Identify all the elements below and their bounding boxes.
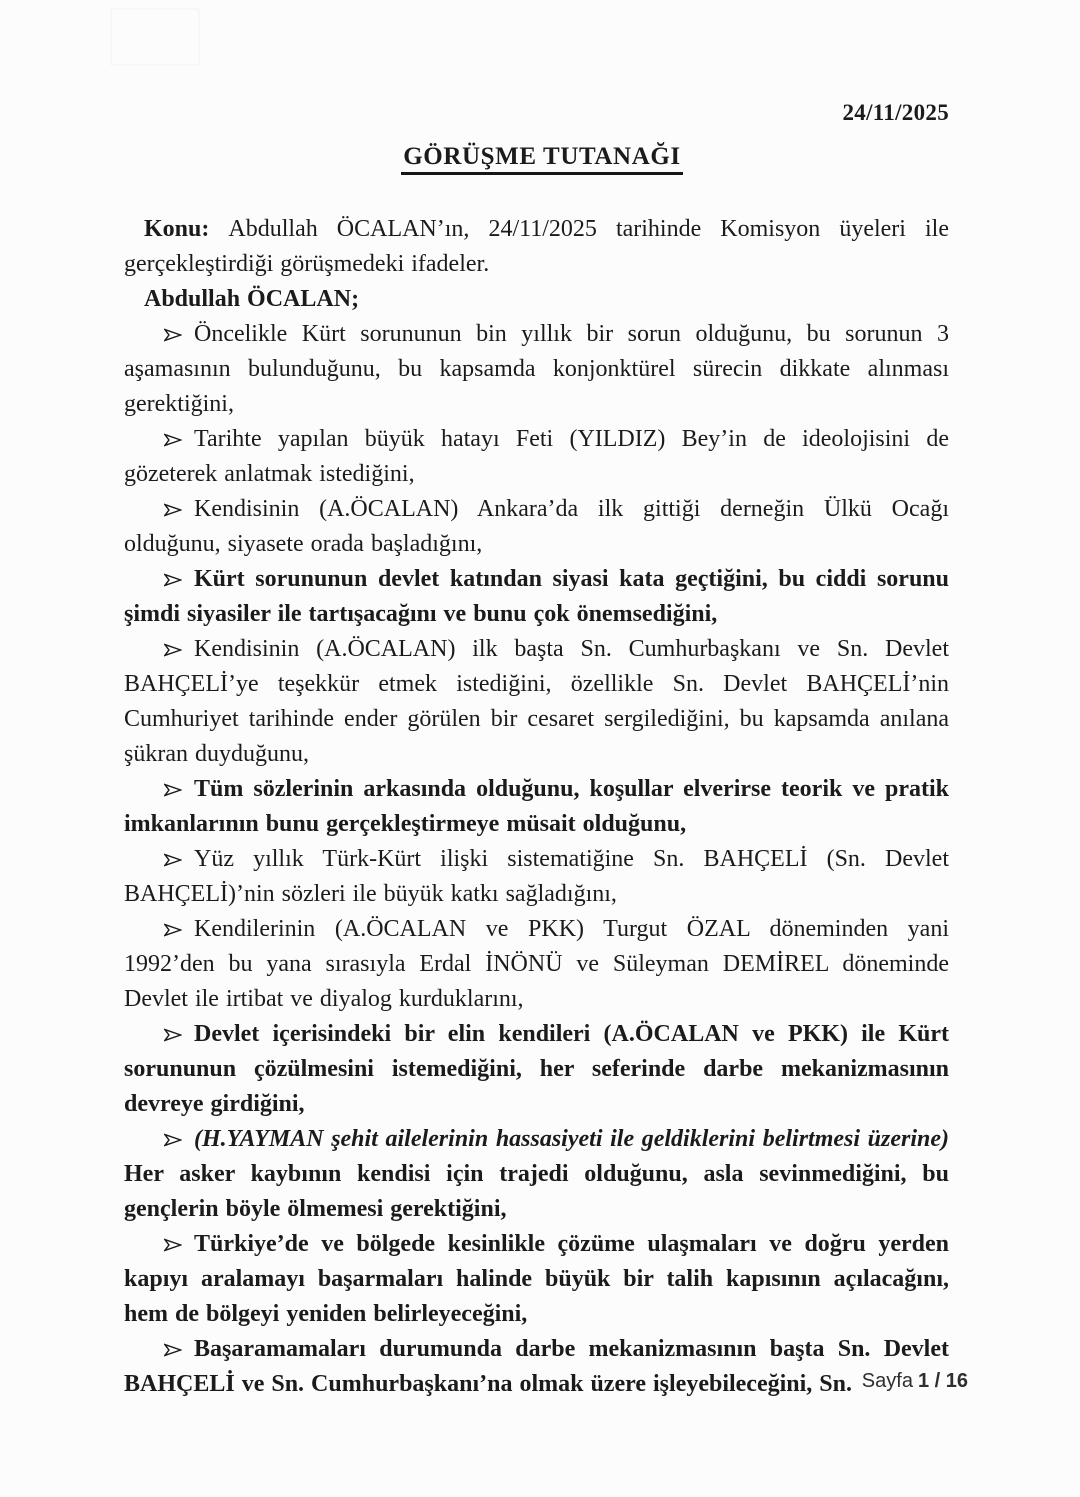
text-run: Abdullah ÖCALAN; — [144, 286, 360, 312]
text-run: Türkiye’de ve bölgede kesinlikle çözüme ulaşmaları ve doğru yerden kapıyı aralamayı başarmaları halinde büyük bir talih kapısının açılacağını, hem de bölgeyi yeniden belirleyeceğini, — [124, 1231, 949, 1327]
bullet-paragraph — [124, 562, 949, 632]
bullet-arrow-icon — [144, 912, 182, 947]
paragraph — [124, 212, 949, 282]
bullet-paragraph — [124, 1122, 949, 1227]
bullet-arrow-icon — [144, 422, 182, 457]
text-run: Abdullah ÖCALAN’ın, 24/11/2025 tarihinde Komisyon üyeleri ile gerçekleştirdiği görüşmedeki ifadeler. — [124, 216, 949, 277]
footer-page-number: 1 / 16 — [917, 1370, 968, 1392]
bullet-paragraph — [124, 1227, 949, 1332]
text-run: Devlet içerisindeki bir elin kendileri (A.ÖCALAN ve PKK) ile Kürt sorununun çözülmesini istemediğini, her seferinde darbe mekanizmasının devreye girdiğini, — [124, 1021, 949, 1117]
bullet-arrow-icon — [144, 842, 182, 877]
bullet-paragraph — [124, 422, 949, 492]
text-run: (H.YAYMAN şehit ailelerinin hassasiyeti ile geldiklerini belirtmesi üzerine) — [194, 1126, 949, 1152]
text-run: Kendisinin (A.ÖCALAN) Ankara’da ilk gittiği derneğin Ülkü Ocağı olduğunu, siyasete orada başladığını, — [124, 496, 949, 557]
text-run: Tarihte yapılan büyük hatayı Feti (YILDIZ) Bey’in de ideolojisini de gözeterek anlatmak istediğini, — [124, 426, 949, 487]
bullet-paragraph — [124, 1332, 949, 1402]
bullet-arrow-icon — [144, 772, 182, 807]
text-run: Tüm sözlerinin arkasında olduğunu, koşullar elverirse teorik ve pratik imkanlarının bunu gerçekleştirmeye müsait olduğunu, — [124, 776, 949, 837]
bullet-arrow-icon — [144, 1332, 182, 1367]
text-run: Yüz yıllık Türk-Kürt ilişki sistematiğine Sn. BAHÇELİ (Sn. Devlet BAHÇELİ)’nin sözleri ile büyük katkı sağladığını, — [124, 846, 949, 907]
bullet-paragraph — [124, 632, 949, 772]
bullet-arrow-icon — [144, 1017, 182, 1052]
bullet-arrow-icon — [144, 1122, 182, 1157]
bullet-arrow-icon — [144, 562, 182, 597]
scan-artifact — [110, 8, 200, 66]
text-run: Öncelikle Kürt sorununun bin yıllık bir sorun olduğunu, bu sorunun 3 aşamasının bulunduğunu, bu kapsamda konjonktürel sürecin dikkate alınması gerektiğini, — [124, 321, 949, 417]
bullet-paragraph — [124, 317, 949, 422]
text-run: Başaramamaları durumunda darbe mekanizmasının başta Sn. Devlet BAHÇELİ ve Sn. Cumhurbaşkanı’na olmak üzere işleyebileceğini, Sn. — [124, 1336, 949, 1397]
text-run: Kendilerinin (A.ÖCALAN ve PKK) Turgut ÖZAL döneminden yani 1992’den bu yana sırasıyla Erdal İNÖNÜ ve Süleyman DEMİREL döneminde Devlet ile irtibat ve diyalog kurduklarını, — [124, 916, 949, 1012]
bullet-arrow-icon — [144, 492, 182, 527]
paragraph — [124, 282, 949, 317]
document-title-row — [124, 143, 960, 171]
text-run: Kendisinin (A.ÖCALAN) ilk başta Sn. Cumhurbaşkanı ve Sn. Devlet BAHÇELİ’ye teşekkür etmek istediğini, özellikle Sn. Devlet BAHÇELİ’nin Cumhuriyet tarihinde ender görülen bir cesaret sergilediğini, bu kapsamda anılana şükran duyduğunu, — [124, 636, 949, 767]
bullet-paragraph — [124, 492, 949, 562]
bullet-arrow-icon — [144, 1227, 182, 1262]
bullet-paragraph — [124, 772, 949, 842]
page-footer — [862, 1370, 968, 1393]
text-run: Konu: — [144, 216, 229, 242]
bullet-paragraph — [124, 842, 949, 912]
bullet-arrow-icon — [144, 632, 182, 667]
text-run: Kürt sorununun devlet katından siyasi kata geçtiğini, bu ciddi sorunu şimdi siyasiler ile tartışacağını ve bunu çok önemsediğini, — [124, 566, 949, 627]
document-title: GÖRÜŞME TUTANAĞI — [401, 143, 682, 175]
footer-label: Sayfa — [861, 1370, 913, 1392]
document-date: 24/11/2025 — [842, 100, 949, 125]
bullet-paragraph — [124, 1017, 949, 1122]
bullet-paragraph — [124, 912, 949, 1017]
text-run: Her asker kaybının kendisi için trajedi olduğunu, asla sevinmediğini, bu gençlerin böyle ölmemesi gerektiğini, — [124, 1161, 949, 1222]
document-body — [124, 212, 949, 1402]
bullet-arrow-icon — [144, 317, 182, 352]
